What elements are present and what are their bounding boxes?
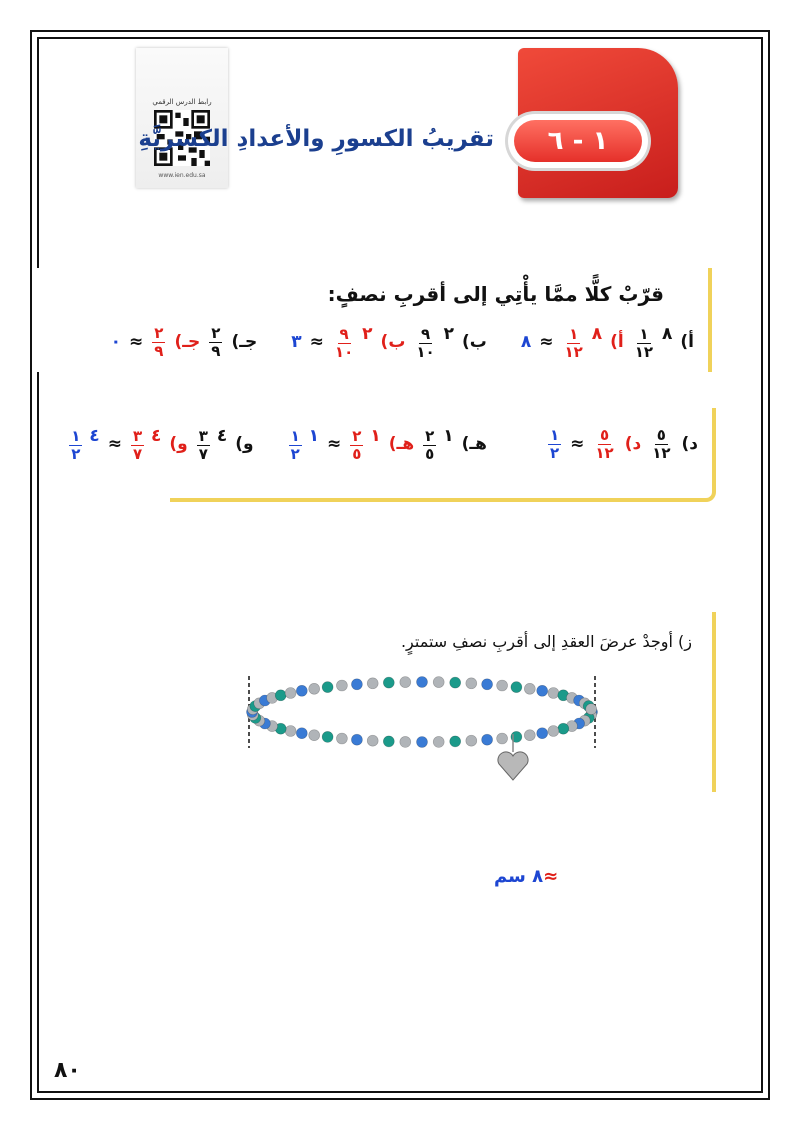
answer-value-a: ٨ <box>520 332 532 352</box>
item-f-restated <box>130 426 161 462</box>
answer-mixed-e <box>288 426 319 462</box>
item-label-d: د) <box>681 434 698 454</box>
whole-number: ٨ <box>591 324 603 344</box>
bead <box>466 678 477 689</box>
item-a-problem <box>632 324 673 360</box>
item-label-f: و) <box>235 434 254 454</box>
numerator: ١ <box>549 425 560 444</box>
numerator: ٢ <box>425 427 435 445</box>
fraction <box>209 323 222 360</box>
bead <box>548 726 559 737</box>
bead <box>351 679 362 690</box>
bead <box>383 736 394 747</box>
denominator: ١٢ <box>564 343 583 361</box>
numerator: ٣ <box>198 427 208 445</box>
denominator: ٥ <box>352 445 362 463</box>
approx-sign: ≈ <box>570 434 585 454</box>
item-label-a: أ) <box>680 332 694 352</box>
denominator: ٧ <box>132 445 143 463</box>
fraction <box>593 425 615 462</box>
bead <box>417 677 428 688</box>
item-label-g: ز) <box>678 632 692 651</box>
approx-sign: ≈ <box>309 332 324 352</box>
necklace-question <box>401 632 692 651</box>
denominator: ٢ <box>71 445 81 463</box>
bead <box>497 680 508 691</box>
question-text: أوجدْ عرضَ العقدِ إلى أقربِ نصفِ ستمترٍ. <box>400 632 673 651</box>
lesson-number-badge <box>508 114 648 168</box>
qr-caption: رابط الدرس الرقمي <box>152 98 212 106</box>
fraction <box>289 429 302 462</box>
answer-label-a: أ) <box>610 332 624 352</box>
approx-sign: ≈ <box>107 434 122 454</box>
lesson-header <box>130 40 690 200</box>
fraction <box>131 429 144 462</box>
fraction <box>423 429 436 462</box>
denominator: ١٠ <box>416 343 435 361</box>
bead <box>322 731 333 742</box>
numerator: ٢ <box>211 323 221 342</box>
bead <box>548 688 559 699</box>
item-e-restated <box>349 426 380 462</box>
bead <box>367 678 378 689</box>
bead <box>524 683 535 694</box>
bead <box>309 730 320 741</box>
fraction <box>152 323 165 360</box>
approx-sign: ≈ <box>327 434 342 454</box>
answer-value: ٨ سم <box>494 866 544 887</box>
answer-label-c: جـ) <box>174 332 201 352</box>
bead <box>417 737 428 748</box>
numerator: ١ <box>71 427 81 445</box>
whole-number: ٢ <box>443 324 455 344</box>
denominator: ٩ <box>211 341 221 360</box>
fraction <box>333 327 355 360</box>
bead <box>450 736 461 747</box>
denominator: ١٢ <box>652 443 671 462</box>
fraction <box>197 429 210 462</box>
exercise-box-1 <box>32 268 712 372</box>
item-b-problem <box>413 324 454 360</box>
numerator: ٢ <box>352 427 362 445</box>
lesson-number: ١ - ٦ <box>514 120 642 162</box>
numerator: ١ <box>569 325 579 343</box>
exercise-instruction: قرّبْ كلًّا ممَّا يأْتِي إلى أقربِ نصفٍ: <box>327 282 664 306</box>
bead <box>400 677 411 688</box>
denominator: ٢ <box>290 445 300 463</box>
bead <box>537 728 548 739</box>
bead <box>482 679 493 690</box>
item-b-restated <box>332 324 373 360</box>
whole-number: ١ <box>308 426 320 446</box>
bead <box>450 677 461 688</box>
answer-label-f: و) <box>169 434 188 454</box>
bead <box>296 685 307 696</box>
numerator: ١ <box>639 325 649 343</box>
bead <box>586 704 597 715</box>
whole-number: ١ <box>370 426 381 446</box>
item-label-e: هـ) <box>461 434 487 454</box>
bead <box>400 736 411 747</box>
item-label-c: جـ) <box>231 332 258 352</box>
answer-value-b: ٣ <box>291 332 302 352</box>
fraction <box>414 327 436 360</box>
whole-number: ٤ <box>216 426 228 446</box>
exercise-box-2 <box>71 408 716 502</box>
item-e-problem <box>422 426 453 462</box>
bead <box>558 723 569 734</box>
bead <box>511 682 522 693</box>
denominator: ٧ <box>198 445 208 463</box>
numerator: ٥ <box>656 425 666 444</box>
bead <box>309 683 320 694</box>
fraction <box>563 327 585 360</box>
bead <box>433 677 444 688</box>
answer-label-d: د) <box>624 434 642 454</box>
exercise-1-row <box>111 324 694 360</box>
bead <box>497 733 508 744</box>
bead <box>275 690 286 701</box>
bead <box>322 682 333 693</box>
lesson-title: تقريبُ الكسورِ والأعدادِ الكسريَّةِ <box>138 126 494 152</box>
numerator: ٩ <box>420 325 431 343</box>
necklace-answer <box>494 866 558 887</box>
whole-number: ٤ <box>89 426 100 446</box>
bead <box>336 680 347 691</box>
answer-label-e: هـ) <box>388 434 415 454</box>
item-a-restated <box>562 324 603 360</box>
whole-number: ٨ <box>662 324 673 344</box>
whole-number: ١ <box>443 426 454 446</box>
fraction <box>650 425 672 462</box>
fraction <box>69 429 82 462</box>
bead <box>296 728 307 739</box>
bead <box>285 726 296 737</box>
numerator: ٢ <box>154 323 164 342</box>
page-number: ٨٠ <box>54 1058 81 1083</box>
bead <box>466 735 477 746</box>
numerator: ٥ <box>599 425 610 444</box>
answer-mixed-f <box>68 426 99 462</box>
whole-number: ٢ <box>362 324 373 344</box>
fraction <box>633 327 655 360</box>
numerator: ١ <box>290 427 300 445</box>
numerator: ٩ <box>339 325 349 343</box>
fraction <box>350 429 363 462</box>
item-label-b: ب) <box>462 332 487 352</box>
denominator: ٢ <box>549 443 560 462</box>
whole-number: ٤ <box>151 426 162 446</box>
bead <box>433 736 444 747</box>
bead <box>336 733 347 744</box>
denominator: ٥ <box>425 445 435 463</box>
bead <box>367 735 378 746</box>
denominator: ٩ <box>154 341 164 360</box>
numerator: ٣ <box>132 427 143 445</box>
denominator: ١٢ <box>634 343 654 361</box>
approx-sign: ≈ <box>129 332 144 352</box>
approx-sign: ≈ <box>543 866 559 887</box>
approx-sign: ≈ <box>539 332 554 352</box>
denominator: ١٢ <box>595 443 614 462</box>
necklace-image <box>245 672 601 792</box>
denominator: ١٠ <box>334 343 354 361</box>
bead <box>537 685 548 696</box>
bead <box>482 734 493 745</box>
answer-label-b: ب) <box>380 332 406 352</box>
bead <box>285 688 296 699</box>
qr-url[interactable]: www.ien.edu.sa <box>158 172 206 179</box>
bead <box>524 730 535 741</box>
bead <box>351 734 362 745</box>
answer-fraction-d <box>548 425 561 462</box>
exercise-2-row <box>68 426 698 462</box>
qr-card[interactable] <box>136 48 228 188</box>
answer-value-c: ٠ <box>110 332 122 352</box>
item-f-problem <box>196 426 227 462</box>
bead <box>383 677 394 688</box>
